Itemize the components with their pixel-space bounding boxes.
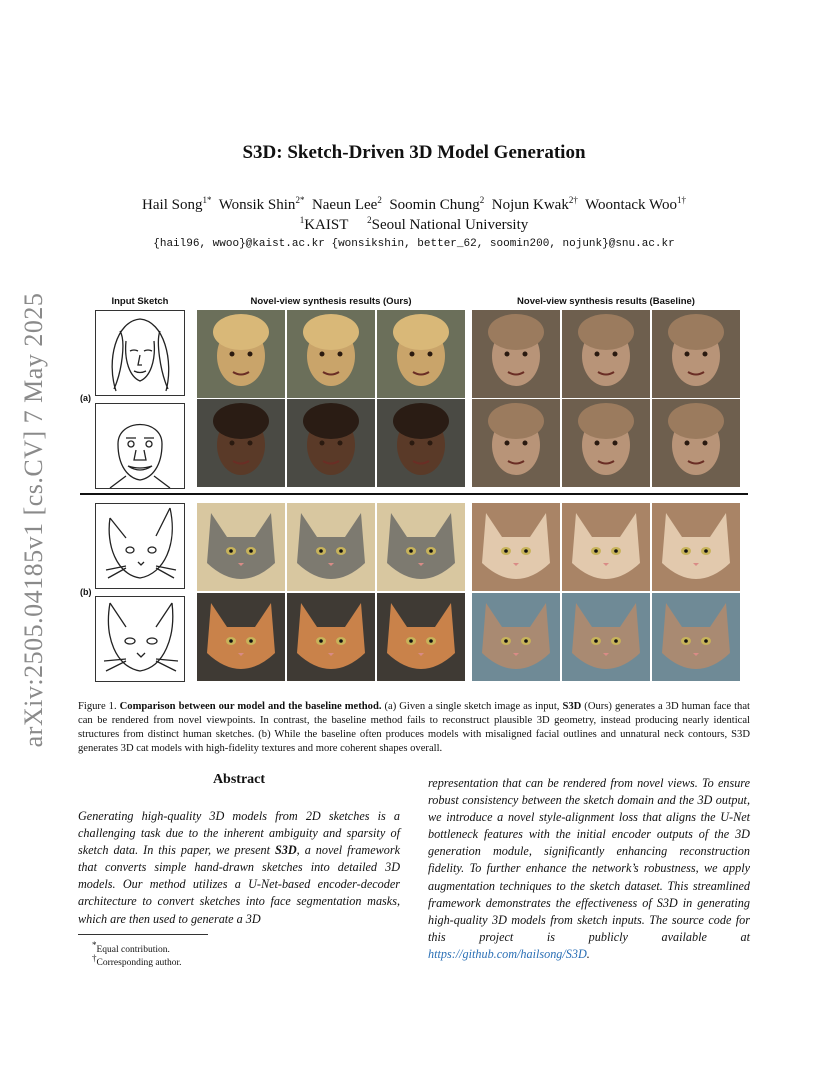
footnote-rule bbox=[78, 934, 208, 935]
baseline-render-image bbox=[652, 310, 740, 398]
row-label-a: (a) bbox=[80, 393, 91, 403]
baseline-render-image bbox=[652, 503, 740, 591]
baseline-render-image bbox=[562, 399, 650, 487]
ours-render-image bbox=[197, 399, 285, 487]
arxiv-watermark: arXiv:2505.04185v1 [cs.CV] 7 May 2025 bbox=[19, 292, 48, 748]
abstract-heading: Abstract bbox=[212, 772, 266, 787]
ours-render-image bbox=[287, 503, 375, 591]
ours-render-image bbox=[287, 310, 375, 398]
footnote-equal: *Equal contribution. bbox=[92, 940, 170, 956]
author-emails: {hail96, wwoo}@kaist.ac.kr {wonsikshin, better_62, soomin200, nojunk}@snu.ac.kr bbox=[153, 238, 675, 250]
baseline-render-image bbox=[652, 593, 740, 681]
paper-title: S3D: Sketch-Driven 3D Model Generation bbox=[242, 142, 586, 163]
baseline-render-image bbox=[562, 503, 650, 591]
author-list: Hail Song$^{1*}$ Wonsik Shin$^{2*}$ Naeun Lee$^2$ Soomin Chung$^2$ Nojun Kwak$^{2\dagger}$ Woontack Woo$^{1\dagger}$ bbox=[142, 195, 686, 213]
row-label-b: (b) bbox=[80, 587, 92, 597]
col-header-input: Input Sketch bbox=[111, 296, 169, 307]
baseline-render-image bbox=[472, 593, 560, 681]
sketch-man bbox=[95, 403, 185, 489]
author: Wonsik Shin bbox=[218, 197, 296, 213]
author: Naeun Lee bbox=[311, 197, 378, 213]
ours-render-image bbox=[287, 593, 375, 681]
ours-render-image bbox=[197, 593, 285, 681]
baseline-render-image bbox=[472, 503, 560, 591]
sketch-woman bbox=[95, 310, 185, 396]
author: Nojun Kwak bbox=[491, 197, 569, 213]
baseline-render-image bbox=[562, 593, 650, 681]
github-link[interactable]: https://github.com/hailsong/S3D bbox=[428, 946, 587, 961]
baseline-render-image bbox=[562, 310, 650, 398]
figure-caption: Figure 1. Comparison between our model and the baseline method. (a) Given a single sketch image as input, S3D (Ours) generates a 3D human face that can be rendered from novel viewpoints. In contrast, the baseline method fails to reconstruct plausible 3D geometry, instead producing nearly identical structures from distinct human sketches. (b) While the baseline often produces models with misaligned facial outlines and unnatural neck contours, S3D generates 3D cat models with high-fidelity textures and more coherent shapes overall. bbox=[78, 701, 750, 754]
ours-render-image bbox=[377, 399, 465, 487]
affiliations: $^1$KAIST $^2$Seoul National University bbox=[299, 215, 529, 233]
ours-render-image bbox=[197, 310, 285, 398]
sketch-cat-2 bbox=[95, 596, 185, 682]
author: Soomin Chung bbox=[389, 197, 480, 213]
footnote-corresponding: †Corresponding author. bbox=[92, 953, 182, 969]
ours-render-image bbox=[287, 399, 375, 487]
col-header-ours: Novel-view synthesis results (Ours) bbox=[250, 296, 412, 307]
baseline-render-image bbox=[472, 310, 560, 398]
ours-render-image bbox=[377, 310, 465, 398]
sketch-cat-1 bbox=[95, 503, 185, 589]
abstract-right-column: representation that can be rendered from novel views. To ensure robust consistency between the sketch domain and the 3D output, we introduce a novel style-alignment loss that aligns the U-Net bottleneck features with the initial encoder outputs of the 3D generation module, significantly enhancing reconstruction fidelity. To further enhance the network’s robustness, we apply augmentation techniques to the sketch dataset. This streamlined framework demonstrates the effectiveness of S3D in generating high-quality 3D models from sketch inputs. The source code for this project is publicly available at https://github.com/hailsong/S3D. bbox=[428, 776, 750, 961]
ours-render-image bbox=[377, 593, 465, 681]
author: Woontack Woo bbox=[585, 197, 677, 213]
baseline-render-image bbox=[652, 399, 740, 487]
baseline-render-image bbox=[472, 399, 560, 487]
col-header-baseline: Novel-view synthesis results (Baseline) bbox=[517, 296, 695, 307]
abstract-left-column: Generating high-quality 3D models from 2D sketches is a challenging task due to the inherent ambiguity and sparsity of sketch data. In this paper, we present S3D, a novel framework that converts simple hand-drawn sketches into detailed 3D models. Our method utilizes a U-Net-based encoder-decoder architecture to convert sketches into face segmentation masks, which are then used to generate a 3D bbox=[78, 809, 400, 926]
ours-render-image bbox=[377, 503, 465, 591]
author: Hail Song bbox=[142, 197, 203, 213]
figure-divider bbox=[80, 493, 748, 495]
ours-render-image bbox=[197, 503, 285, 591]
